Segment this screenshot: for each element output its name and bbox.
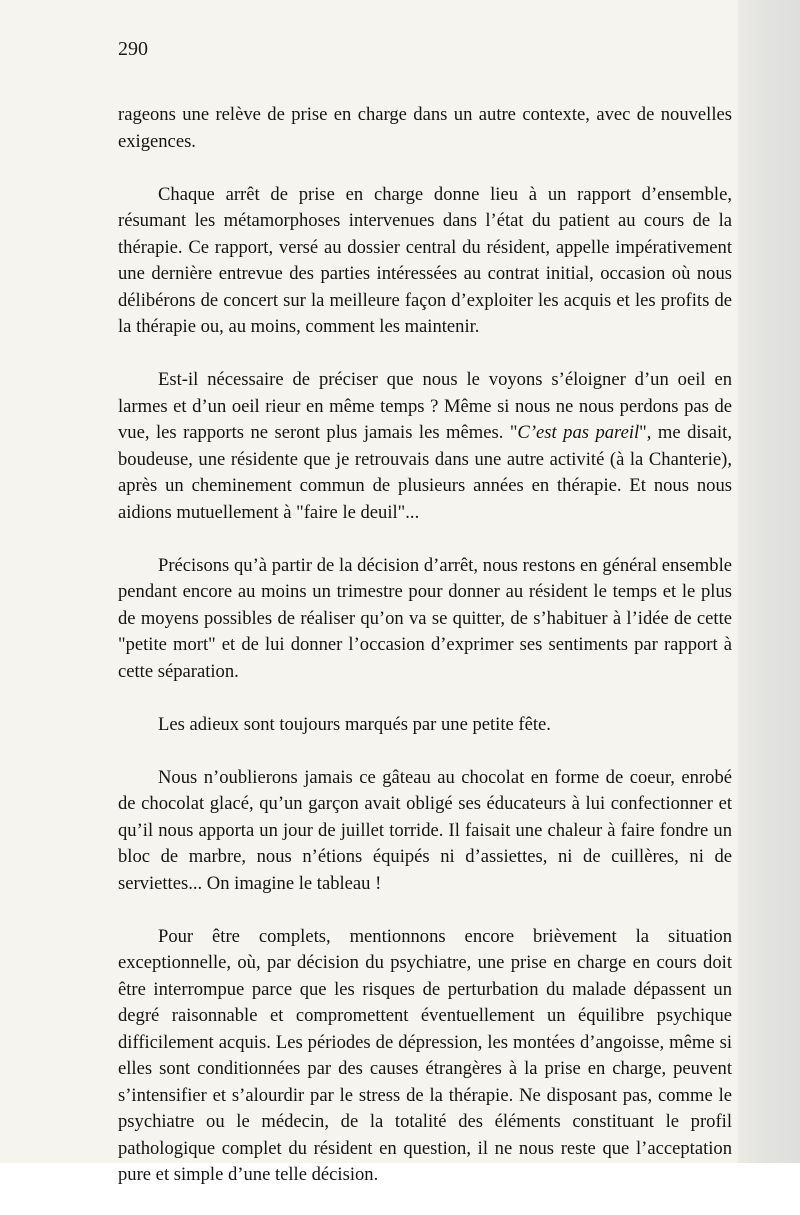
paragraph-exception: Pour être complets, mentionnons encore brièvement la situation exceptionnelle, où, par décision du psychiatre, une prise en charge en cours doit être interrompue parce que les risques de perturbation du malade dépassent un degré raisonnable et compromettent éventuellement un équilibre psychique difficilement acquis. Les périodes de dépression, les montées d’angoisse, même si elles sont conditionnées par des causes étrangères à la prise en charge, peuvent s’intensifier et s’alourdir par le stress de la thérapie. Ne disposant pas, comme le psychiatre ou le médecin, de la totalité des éléments constituant le profil pathologique complet du résident en question, il ne nous reste que l’acceptation pure et simple d’une telle décision. <box>118 925 732 1185</box>
paragraph-cake: Nous n’oublierons jamais ce gâteau au chocolat en forme de coeur, enrobé de chocolat glacé, qu’un garçon avait obligé ses éducateurs à lui confectionner et qu’il nous apporta un jour de juillet torride. Il faisait une chaleur à faire fondre un bloc de marbre, nous n’étions équipés ni d’assiettes, ni de cuillères, ni de serviettes... On imagine le tableau ! <box>118 766 732 894</box>
page-edge <box>738 0 800 1163</box>
paragraph-farewell-before: Est-il nécessaire de préciser que nous le voyons s’éloigner d’un oeil en larmes et d’un oeil rieur en même temps ? Même si nous ne nous perdons pas de vue, les rapports ne seront plus jamais les mêmes. " <box>118 369 732 443</box>
quote-italic: C’est pas pareil <box>517 422 640 443</box>
paragraph-party: Les adieux sont toujours marqués par une petite fête. <box>158 713 551 735</box>
text-body <box>118 102 732 1215</box>
paragraph-final-report: Chaque arrêt de prise en charge donne lieu à un rapport d’ensemble, résumant les métamorphoses intervenues dans l’état du patient au cours de la thérapie. Ce rapport, versé au dossier central du résident, appelle impérativement une dernière entrevue des parties intéressées au contrat initial, occasion où nous délibérons de concert sur la meilleure façon d’exploiter les acquis et les profits de la thérapie ou, au moins, comment les maintenir. <box>118 183 732 337</box>
page-number: 290 <box>118 38 148 60</box>
paragraph-farewell <box>118 367 732 526</box>
paragraph-decision: Précisons qu’à partir de la décision d’arrêt, nous restons en général ensemble pendant encore au moins un trimestre pour donner au résident le temps et le plus de moyens possibles de réaliser qu’on va se quitter, de s’habituer à l’idée de cette "petite mort" et de lui donner l’occasion d’exprimer ses sentiments par rapport à cette séparation. <box>118 554 732 682</box>
paragraph-continuation: rageons une relève de prise en charge dans un autre contexte, avec de nouvelles exigences. <box>118 104 732 152</box>
paragraph-farewell-after: ", me disait, boudeuse, une résidente que je retrouvais dans une autre activité (à la Chanterie), après un cheminement commun de plusieurs années en thérapie. Et nous nous aidions mutuellement à "faire le deuil"... <box>118 422 733 523</box>
